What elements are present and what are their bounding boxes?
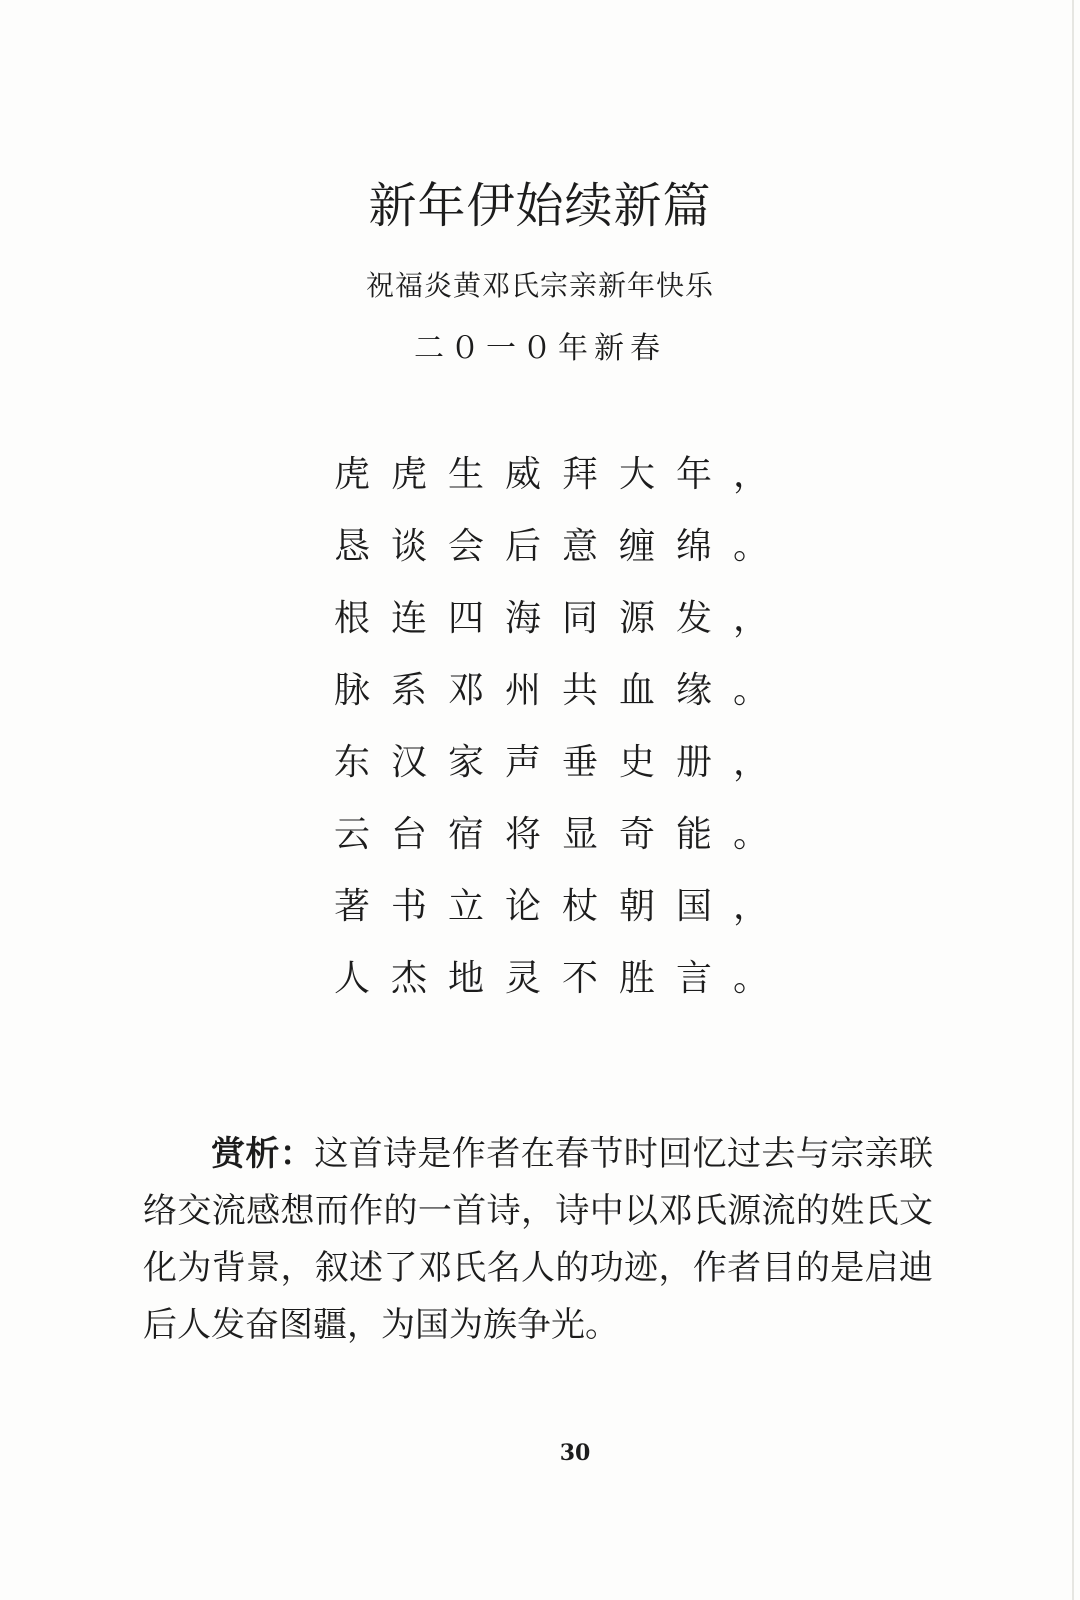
- analysis-label: 赏析：: [211, 1134, 315, 1174]
- poem-line-7: 著书立论杖朝国，: [334, 886, 791, 927]
- poem-line-8: 人杰地灵不胜言。: [334, 958, 791, 999]
- poem-line-2: 恳谈会后意缠绵。: [334, 526, 791, 567]
- analysis-paragraph: [143, 1126, 933, 1354]
- scan-edge-line: [1072, 0, 1074, 1600]
- poem-date: 二０一０年新春: [414, 331, 666, 366]
- poem-body: [334, 445, 790, 1021]
- poem-line-1: 虎虎生威拜大年，: [334, 454, 791, 495]
- page-number: 30: [559, 1440, 591, 1466]
- poem-line-6: 云台宿将显奇能。: [334, 814, 791, 855]
- poem-title: 新年伊始续新篇: [368, 178, 712, 234]
- poem-line-3: 根连四海同源发，: [334, 598, 791, 639]
- poem-line-4: 脉系邓州共血缘。: [334, 670, 791, 711]
- analysis-text: 这首诗是作者在春节时回忆过去与宗亲联络交流感想而作的一首诗，诗中以邓氏源流的姓氏文化为背景，叙述了邓氏名人的功迹，作者目的是启迪后人发奋图疆，为国为族争光。: [143, 1134, 934, 1345]
- poem-line-5: 东汉家声垂史册，: [334, 742, 791, 783]
- poem-subtitle: 祝福炎黄邓氏宗亲新年快乐: [365, 269, 714, 302]
